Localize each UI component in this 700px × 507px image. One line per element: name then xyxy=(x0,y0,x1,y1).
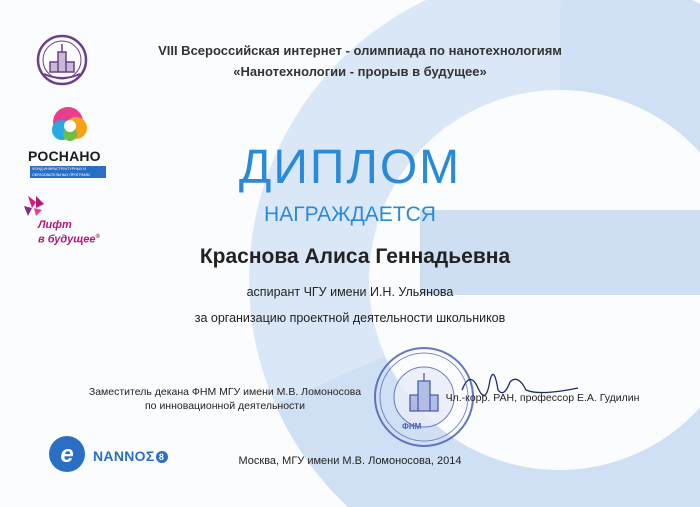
signer-right: Чл.-корр. РАН, профессор Е.А. Гудилин xyxy=(445,392,640,404)
rusnano-title: РОСНАНО xyxy=(28,148,101,164)
nannos-logo-text xyxy=(93,448,168,464)
nannos-mark: 8 xyxy=(156,451,168,463)
signer-left xyxy=(60,385,390,413)
stamp-label: ФНМ xyxy=(402,422,422,431)
recipient-name: Краснова Алиса Геннадьевна xyxy=(199,245,511,268)
lift-line-1: Лифт xyxy=(38,219,72,231)
lift-registered-mark: ® xyxy=(95,234,100,240)
diploma-title: ДИПЛОМ xyxy=(238,141,462,194)
award-reason: за организацию проектной деятельности школьников xyxy=(194,311,506,325)
signer-left-line-2: по инновационной деятельности xyxy=(145,400,305,412)
header-line-2: «Нанотехнологии - прорыв в будущее» xyxy=(233,64,487,79)
location-date: Москва, МГУ имени М.В. Ломоносова, 2014 xyxy=(238,455,462,467)
awarded-label: НАГРАЖДАЕТСЯ xyxy=(264,203,436,226)
lift-line-2 xyxy=(38,231,100,246)
nannos-name: NANNOΣ xyxy=(93,448,155,464)
nannos-e-icon xyxy=(48,435,86,473)
lift-line-2-text: в будущее xyxy=(38,233,96,246)
lift-text xyxy=(38,219,100,246)
recipient-position: аспирант ЧГУ имени И.Н. Ульянова xyxy=(246,285,454,299)
header-line-1: VIII Всероссийская интернет - олимпиада по нанотехнологиям xyxy=(158,43,562,58)
rusnano-subtitle: ФОНД ИНФРАСТРУКТУРНЫХ И ОБРАЗОВАТЕЛЬНЫХ ПРОГРАММ xyxy=(30,166,106,178)
olympiad-header xyxy=(120,40,600,82)
signer-left-line-1: Заместитель декана ФНМ МГУ имени М.В. Ломоносова xyxy=(88,386,362,398)
msu-emblem-icon xyxy=(36,32,88,88)
svg-text:e: e xyxy=(60,441,74,468)
